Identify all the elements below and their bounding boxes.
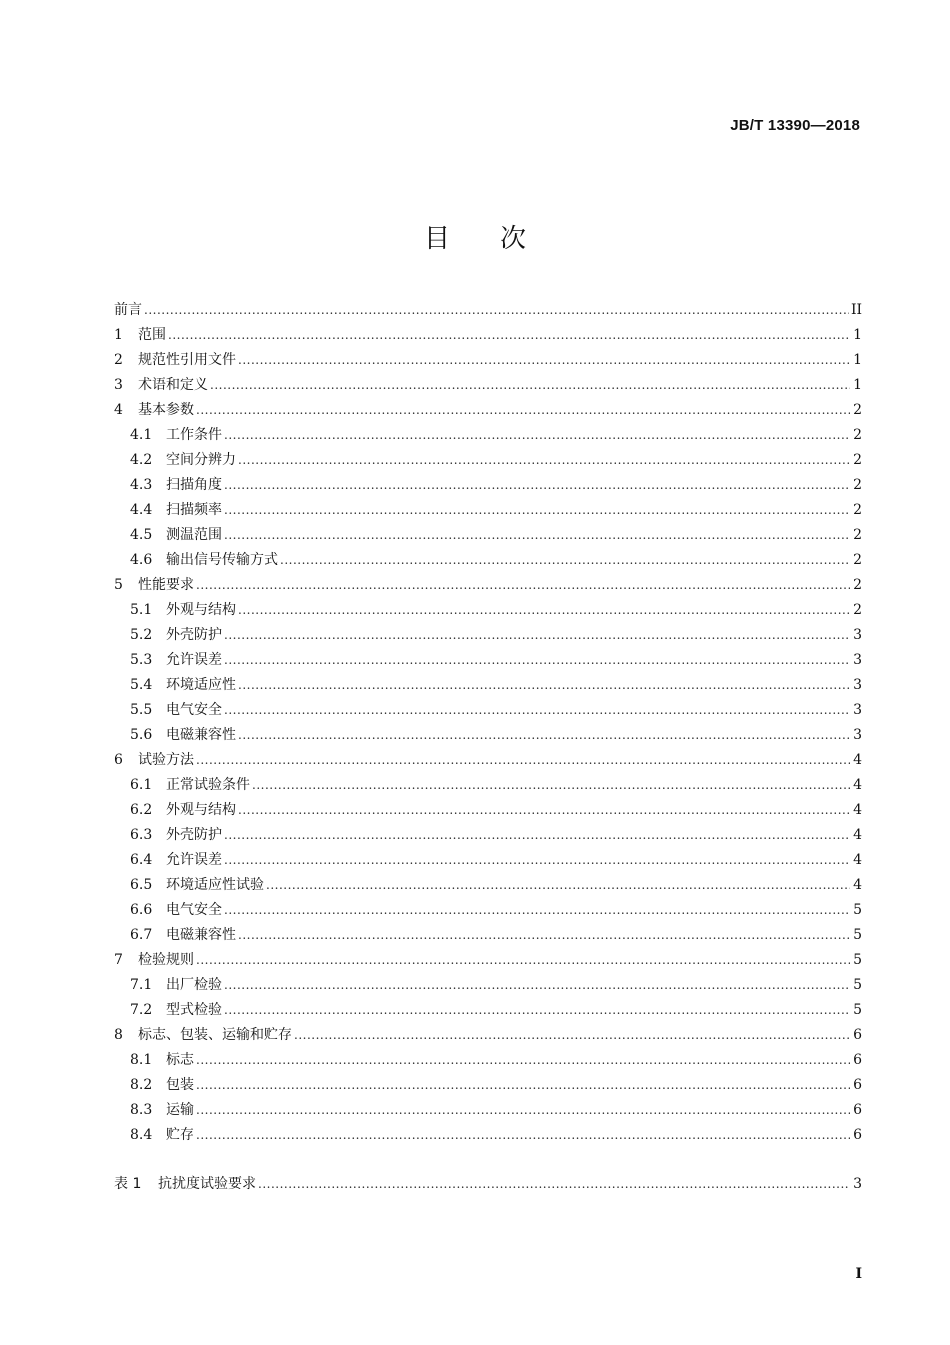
toc-entry-number: 5.1 xyxy=(130,602,153,618)
toc-entry-title: 正常试验条件 xyxy=(166,777,250,793)
toc-entry[interactable] xyxy=(114,698,862,723)
toc-entry-title: 外观与结构 xyxy=(166,602,236,618)
toc-entry[interactable] xyxy=(114,1073,862,1098)
toc-entry[interactable] xyxy=(114,1023,862,1048)
toc-entry-page: 5 xyxy=(853,902,862,918)
toc-entry-title: 标志 xyxy=(166,1052,194,1068)
toc-entry-number: 6.1 xyxy=(130,777,153,793)
dot-leader xyxy=(224,498,850,523)
toc-entry-title: 贮存 xyxy=(166,1127,194,1143)
toc-entry[interactable] xyxy=(114,948,862,973)
toc-entry-page: 4 xyxy=(853,877,862,893)
toc-entry[interactable] xyxy=(114,973,862,998)
toc-entry-title: 运输 xyxy=(166,1102,194,1118)
toc-entry-number: 8.3 xyxy=(130,1102,153,1118)
dot-leader xyxy=(224,898,850,923)
toc-entry-page: 2 xyxy=(853,602,862,618)
toc-entry-page: 4 xyxy=(853,827,862,843)
toc-entry-page: 4 xyxy=(853,777,862,793)
toc-entry-number: 8 xyxy=(114,1027,123,1043)
toc-entry-number: 5.5 xyxy=(130,702,153,718)
toc-entry[interactable] xyxy=(114,623,862,648)
dot-leader xyxy=(224,823,850,848)
dot-leader xyxy=(196,1048,850,1073)
toc-entry-title: 基本参数 xyxy=(138,402,194,418)
toc-entry[interactable] xyxy=(114,1123,862,1148)
toc-entry-title: 标志、包装、运输和贮存 xyxy=(138,1027,292,1043)
toc-entry-title: 电磁兼容性 xyxy=(166,727,236,743)
dot-leader xyxy=(294,1023,850,1048)
toc-entry-number: 4.3 xyxy=(130,477,153,493)
toc-entry-number: 6.6 xyxy=(130,902,153,918)
toc-entry-number: 6 xyxy=(114,752,123,768)
toc-entry-number: 6.4 xyxy=(130,852,153,868)
dot-leader xyxy=(258,1172,850,1197)
dot-leader xyxy=(238,448,850,473)
toc-entry-number: 4.6 xyxy=(130,552,153,568)
toc-entry-number: 5.3 xyxy=(130,652,153,668)
dot-leader xyxy=(238,348,850,373)
toc-entry-number: 6.5 xyxy=(130,877,153,893)
toc-entry-page: 5 xyxy=(853,1002,862,1018)
toc-entry-title: 性能要求 xyxy=(138,577,194,593)
toc-entry-title: 外壳防护 xyxy=(166,827,222,843)
toc-entry[interactable] xyxy=(114,998,862,1023)
toc-entry-page: 2 xyxy=(853,477,862,493)
toc-entry-page: 2 xyxy=(853,402,862,418)
toc-entry-title: 前言 xyxy=(114,302,142,318)
toc-entry-title: 外壳防护 xyxy=(166,627,222,643)
standard-number: JB/T 13390—2018 xyxy=(730,117,860,134)
toc-entry-number: 7.1 xyxy=(130,977,153,993)
toc-entry-title: 扫描角度 xyxy=(166,477,222,493)
page-number: I xyxy=(855,1266,862,1282)
dot-leader xyxy=(238,598,850,623)
toc-entry-page: 2 xyxy=(853,427,862,443)
toc-entry[interactable] xyxy=(114,498,862,523)
dot-leader xyxy=(224,523,850,548)
toc-entry-page: 2 xyxy=(853,577,862,593)
toc-entry[interactable] xyxy=(114,923,862,948)
toc-entry-title: 包装 xyxy=(166,1077,194,1093)
dot-leader xyxy=(252,773,850,798)
toc-entry-title: 规范性引用文件 xyxy=(138,352,236,368)
toc-entry-number: 6.7 xyxy=(130,927,153,943)
toc-entry-number: 4 xyxy=(114,402,123,418)
dot-leader xyxy=(224,423,850,448)
toc-entry-title: 外观与结构 xyxy=(166,802,236,818)
dot-leader xyxy=(224,648,850,673)
toc-entry[interactable] xyxy=(114,1172,862,1197)
toc-entry-page: 2 xyxy=(853,452,862,468)
dot-leader xyxy=(224,998,850,1023)
dot-leader xyxy=(266,873,850,898)
dot-leader xyxy=(238,923,850,948)
toc-entry-page: 4 xyxy=(853,752,862,768)
toc-entry-number: 1 xyxy=(114,327,123,343)
toc-entry[interactable] xyxy=(114,1048,862,1073)
dot-leader xyxy=(196,1073,850,1098)
toc-entry-number: 5.4 xyxy=(130,677,153,693)
toc-entry-title: 扫描频率 xyxy=(166,502,222,518)
toc-entry-number: 2 xyxy=(114,352,123,368)
toc-entry-title: 范围 xyxy=(138,327,166,343)
dot-leader xyxy=(224,973,850,998)
toc-entry-page: 3 xyxy=(853,627,862,643)
toc-entry-number: 4.5 xyxy=(130,527,153,543)
toc-entry[interactable] xyxy=(114,373,862,398)
toc-entry-title: 电气安全 xyxy=(166,702,222,718)
dot-leader xyxy=(196,573,850,598)
dot-leader xyxy=(238,723,850,748)
toc-entry-title: 出厂检验 xyxy=(166,977,222,993)
toc-entry-page: 4 xyxy=(853,852,862,868)
toc-entry-title: 抗扰度试验要求 xyxy=(158,1176,256,1192)
toc-entry-page: 1 xyxy=(853,377,862,393)
toc-entry-title: 电气安全 xyxy=(166,902,222,918)
toc-entry[interactable] xyxy=(114,848,862,873)
dot-leader xyxy=(238,673,850,698)
toc-entry-title: 空间分辨力 xyxy=(166,452,236,468)
toc-entry[interactable] xyxy=(114,648,862,673)
toc-entry-number: 3 xyxy=(114,377,123,393)
toc-entry[interactable] xyxy=(114,798,862,823)
toc-entry-page: 6 xyxy=(853,1052,862,1068)
dot-leader xyxy=(210,373,850,398)
toc-entry-number: 表 1 xyxy=(114,1176,142,1192)
toc-entry-number: 5.6 xyxy=(130,727,153,743)
toc-entry-page: 2 xyxy=(853,552,862,568)
toc-entry-page: 5 xyxy=(853,952,862,968)
toc-entry-page: 3 xyxy=(853,652,862,668)
toc-entry-title: 允许误差 xyxy=(166,852,222,868)
toc-entry-page: 1 xyxy=(853,327,862,343)
dot-leader xyxy=(196,948,850,973)
toc-entry[interactable] xyxy=(114,348,862,373)
toc-entry-number: 8.2 xyxy=(130,1077,153,1093)
toc-entry-number: 8.1 xyxy=(130,1052,153,1068)
toc-entry-page: 4 xyxy=(853,802,862,818)
toc-entry[interactable] xyxy=(114,548,862,573)
toc-entry[interactable] xyxy=(114,323,862,348)
toc-entry-page: 2 xyxy=(853,502,862,518)
toc-entry[interactable] xyxy=(114,298,862,323)
toc-entry-page: 5 xyxy=(853,977,862,993)
toc-entry-title: 试验方法 xyxy=(138,752,194,768)
toc-entry[interactable] xyxy=(114,773,862,798)
dot-leader xyxy=(196,1123,850,1148)
toc-entry-page: 6 xyxy=(853,1102,862,1118)
toc-entry-title: 输出信号传输方式 xyxy=(166,552,278,568)
dot-leader xyxy=(280,548,850,573)
toc-entry-title: 电磁兼容性 xyxy=(166,927,236,943)
toc-entry-page: 3 xyxy=(853,1176,862,1192)
toc-entry-page: 3 xyxy=(853,727,862,743)
toc-entry-page: 5 xyxy=(853,927,862,943)
toc-entry[interactable] xyxy=(114,873,862,898)
toc-entry[interactable] xyxy=(114,723,862,748)
toc-entry[interactable] xyxy=(114,573,862,598)
toc-entry-page: 3 xyxy=(853,702,862,718)
toc-entry-page: 6 xyxy=(853,1027,862,1043)
toc-entry-title: 环境适应性试验 xyxy=(166,877,264,893)
table-of-contents xyxy=(114,298,862,1148)
toc-entry-number: 6.3 xyxy=(130,827,153,843)
toc-entry[interactable] xyxy=(114,398,862,423)
toc-entry-number: 4.2 xyxy=(130,452,153,468)
toc-entry-number: 5.2 xyxy=(130,627,153,643)
dot-leader xyxy=(168,323,850,348)
toc-entry-page: 2 xyxy=(853,527,862,543)
toc-entry-page: 1 xyxy=(853,352,862,368)
toc-entry-title: 测温范围 xyxy=(166,527,222,543)
dot-leader xyxy=(196,748,850,773)
toc-entry[interactable] xyxy=(114,523,862,548)
toc-entry-number: 7 xyxy=(114,952,123,968)
toc-entry-number: 5 xyxy=(114,577,123,593)
toc-entry[interactable] xyxy=(114,898,862,923)
dot-leader xyxy=(238,798,850,823)
toc-entry-title: 环境适应性 xyxy=(166,677,236,693)
toc-entry[interactable] xyxy=(114,673,862,698)
dot-leader xyxy=(224,848,850,873)
page-title: 目次 xyxy=(423,224,576,254)
toc-entry-number: 6.2 xyxy=(130,802,153,818)
dot-leader xyxy=(224,623,850,648)
dot-leader xyxy=(144,298,849,323)
dot-leader xyxy=(224,473,850,498)
toc-entry-page: 3 xyxy=(853,677,862,693)
toc-entry-number: 7.2 xyxy=(130,1002,153,1018)
toc-entry-title: 术语和定义 xyxy=(138,377,208,393)
toc-entry[interactable] xyxy=(114,748,862,773)
dot-leader xyxy=(196,398,850,423)
dot-leader xyxy=(224,698,850,723)
toc-entry-number: 8.4 xyxy=(130,1127,153,1143)
toc-entry[interactable] xyxy=(114,473,862,498)
toc-entry-page: 6 xyxy=(853,1077,862,1093)
toc-entry-title: 允许误差 xyxy=(166,652,222,668)
toc-entry-title: 工作条件 xyxy=(166,427,222,443)
dot-leader xyxy=(196,1098,850,1123)
toc-entry[interactable] xyxy=(114,598,862,623)
toc-entry[interactable] xyxy=(114,1098,862,1123)
toc-entry-number: 4.4 xyxy=(130,502,153,518)
toc-entry-number: 4.1 xyxy=(130,427,153,443)
toc-entry-title: 检验规则 xyxy=(138,952,194,968)
toc-entry[interactable] xyxy=(114,823,862,848)
toc-entry-title: 型式检验 xyxy=(166,1002,222,1018)
toc-entry-page: 6 xyxy=(853,1127,862,1143)
list-of-tables xyxy=(114,1172,862,1197)
toc-entry-page: II xyxy=(850,302,862,318)
toc-entry[interactable] xyxy=(114,448,862,473)
toc-entry[interactable] xyxy=(114,423,862,448)
